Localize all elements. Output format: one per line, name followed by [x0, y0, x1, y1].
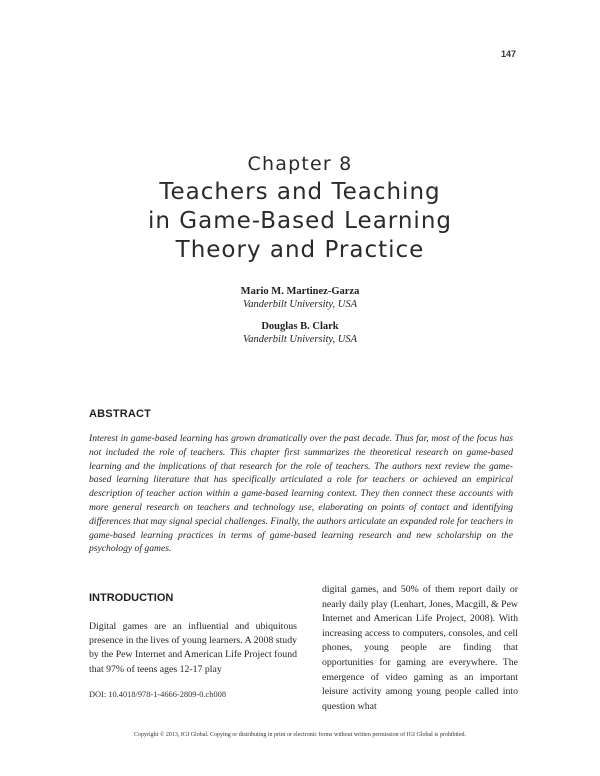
- author-name: Douglas B. Clark: [261, 321, 339, 332]
- author-name: Mario M. Martinez-Garza: [240, 286, 360, 297]
- abstract-text: Interest in game-based learning has grown dramatically over the past decade. Thus far, most of the focus has not included the role of teachers. This chapter first summarizes the theoretical research on game-based learning and the implications of that research for the role of teachers. The authors next review the game-based learning literature that has specifically articulated a role for teachers or achieved an empirical description of teacher action within a game-based learning context. They then connect these accounts with more general research on teachers and technology use, elaborating on points of contact and identifying differences that may signal special challenges. Finally, the authors articulate an expanded role for teachers in game-based learning practices in terms of game-based learning research and new scholarship on the psychology of games.: [89, 433, 513, 555]
- title-line: Teachers and Teaching: [159, 179, 441, 205]
- introduction-right-column: digital games, and 50% of them report daily or nearly daily play (Lenhart, Jones, Macgill, & Pew Internet and American Life Project, 2008). With increasing access to computers, consoles, and cell phones, young people are finding that opportunities for gaming are everywhere. The emergence of video gaming as an important leisure activity among young people called into question what: [322, 584, 518, 712]
- author-affiliation: Vanderbilt University, USA: [242, 299, 358, 310]
- doi-text: DOI: 10.4018/978-1-4666-2809-0.ch008: [89, 690, 227, 699]
- introduction-heading: INTRODUCTION: [89, 592, 174, 604]
- author-affiliation: Vanderbilt University, USA: [242, 334, 358, 345]
- title-line: in Game-Based Learning: [148, 208, 452, 234]
- author-block: [0, 320, 600, 346]
- page-number: 147: [500, 49, 516, 59]
- introduction-left-column: Digital games are an influential and ubiquitous presence in the lives of young learners. A 2008 study by the Pew Internet and American Life Project found that 97% of teens ages 12-17 play: [89, 621, 297, 675]
- author-block: [0, 285, 600, 311]
- chapter-title: [0, 178, 600, 265]
- chapter-label: Chapter 8: [247, 153, 353, 175]
- copyright-footer: Copyright © 2013, IGI Global. Copying or distributing in print or electronic forms without written permission of IGI Global is prohibited.: [133, 732, 466, 738]
- title-line: Theory and Practice: [175, 237, 425, 263]
- abstract-heading: ABSTRACT: [89, 408, 152, 420]
